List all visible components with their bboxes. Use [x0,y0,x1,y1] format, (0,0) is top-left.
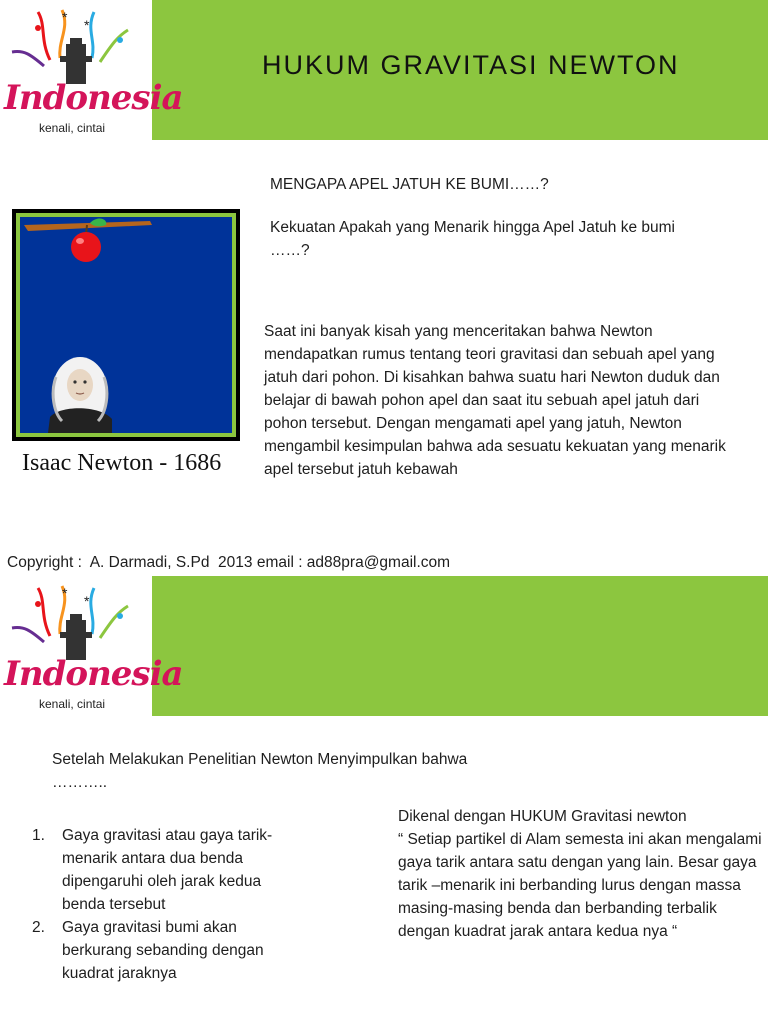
svg-text:*: * [62,9,68,25]
logo-wordmark: Indonesia [4,78,183,118]
newton-portrait-icon [48,357,112,433]
svg-text:*: * [84,17,90,33]
logo-art [0,0,152,140]
list-text: Gaya gravitasi bumi akan berkurang sebanding dengan kuadrat jaraknya [62,919,264,982]
story-paragraph: Saat ini banyak kisah yang menceritakan bahwa Newton mendapatkan rumus tentang teori gravitasi dan sebuah apel yang jatuh dari pohon. Di kisahkan bahwa suatu hari Newton duduk dan belajar di bawah pohon apel dan saat itu sebuah apel jatuh dari pohon tersebut. Dengan mengamati apel yang jatuh, Newton mengambil kesimpulan bahwa ada sesuatu kekuatan yang menarik apel tersebut jatuh kebawah [264,323,726,478]
question-1: MENGAPA APEL JATUH KE BUMI……? [270,176,549,193]
page-title: HUKUM GRAVITASI NEWTON [262,50,680,80]
list-item [32,916,302,985]
svg-text:*: * [84,593,90,609]
newton-illustration [12,209,240,441]
apple-icon [71,232,101,262]
illustration-frame [16,213,236,437]
logo-art-2 [0,576,152,716]
copyright-line: Copyright : A. Darmadi, S.Pd 2013 email : ad88pra@gmail.com [7,554,451,571]
law-statement: Dikenal dengan HUKUM Gravitasi newton “ Setiap partikel di Alam semesta ini akan mengalami gaya tarik antara satu dengan yang lain. Besar gaya tarik –menarik ini berbanding lurus dengan massa masing-masing benda dan berbanding terbalik dengan kuadrat jarak antara kedua nya “ [398,808,762,940]
logo-tagline: kenali, cintai [39,121,106,135]
conclusion-intro: Setelah Melakukan Penelitian Newton Menyimpulkan bahwa ……….. [52,751,468,791]
list-number: 1. [32,827,45,844]
list-text: Gaya gravitasi atau gaya tarik-menarik antara dua benda dipengaruhi oleh jarak kedua benda tersebut [62,827,273,913]
indonesia-logo [0,0,183,140]
list-number: 2. [32,919,45,936]
newton-caption: Isaac Newton - 1686 [22,450,222,476]
svg-text:*: * [62,585,68,601]
indonesia-logo-2 [0,576,183,716]
list-item [32,824,302,916]
header-bar-2 [152,576,768,716]
question-2: Kekuatan Apakah yang Menarik hingga Apel Jatuh ke bumi ……? [270,219,675,259]
logo-tagline-2: kenali, cintai [39,697,106,711]
logo-wordmark-2: Indonesia [4,654,183,694]
illustration-sky [20,217,232,433]
conclusion-list [32,824,302,985]
branch-icon [24,221,152,231]
